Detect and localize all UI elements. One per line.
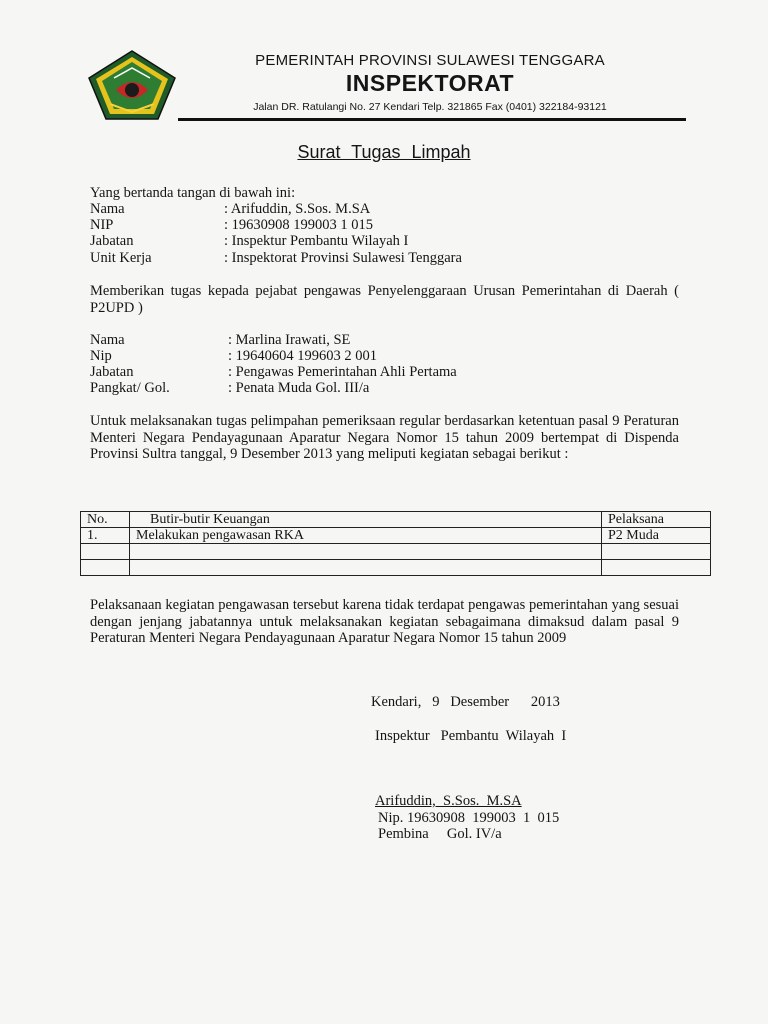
letterhead-government: PEMERINTAH PROVINSI SULAWESI TENGGARA <box>255 52 605 69</box>
provincial-emblem-icon <box>86 48 178 122</box>
signer-value-unit-kerja: : Inspektorat Provinsi Sulawesi Tenggara <box>224 250 462 266</box>
assignment-paragraph: Memberikan tugas kepada pejabat pengawas Penyelenggaraan Urusan Pemerintahan di Daerah ( P2UPD ) <box>90 283 679 316</box>
assignee-value-nip: : 19640604 199603 2 001 <box>228 348 378 364</box>
table-cell-item <box>130 560 602 576</box>
letterhead-address: Jalan DR. Ratulangi No. 27 Kendari Telp. 321865 Fax (0401) 322184-93121 <box>253 101 607 113</box>
signature-place-date: Kendari, 9 Desember 2013 <box>371 694 560 710</box>
table-header-executor: Pelaksana <box>602 512 711 528</box>
assignee-value-jabatan: : Pengawas Pemerintahan Ahli Pertama <box>228 364 457 380</box>
table-row <box>81 544 711 560</box>
table-header-item: Butir-butir Keuangan <box>130 512 602 528</box>
reason-paragraph: Pelaksanaan kegiatan pengawasan tersebut karena tidak terdapat pengawas pemerintahan yang sesuai dengan jenjang jabatannya untuk melaksanakan kegiatan sebagaimana dimaksud dalam pasal 9 Peraturan Menteri Negara Pendayagunaan Aparatur Negara Nomor 15 tahun 2009 <box>90 597 679 646</box>
table-row <box>81 528 711 544</box>
letterhead-agency: INSPEKTORAT <box>345 70 515 96</box>
signature-rank: Pembina Gol. IV/a <box>378 826 502 842</box>
table-cell-no: 1. <box>81 528 130 544</box>
assignee-label-nama: Nama <box>90 332 125 348</box>
signer-label-jabatan: Jabatan <box>90 233 134 249</box>
table-cell-item: Melakukan pengawasan RKA <box>130 528 602 544</box>
signer-label-unit-kerja: Unit Kerja <box>90 250 152 266</box>
signer-value-nama: : Arifuddin, S.Sos. M.SA <box>224 201 371 217</box>
assignee-label-nip: Nip <box>90 348 112 364</box>
letter-title: Surat Tugas Limpah <box>297 142 471 162</box>
table-header-no: No. <box>81 512 130 528</box>
task-table <box>80 511 711 576</box>
signer-label-nama: Nama <box>90 201 125 217</box>
assignee-value-nama: : Marlina Irawati, SE <box>228 332 351 348</box>
signer-value-nip: : 19630908 199003 1 015 <box>224 217 374 233</box>
table-cell-no <box>81 560 130 576</box>
table-cell-executor <box>602 560 711 576</box>
signer-label-nip: NIP <box>90 217 114 233</box>
purpose-paragraph: Untuk melaksanakan tugas pelimpahan pemeriksaan regular berdasarkan ketentuan pasal 9 Peraturan Menteri Negara Pendayagunaan Aparatur Negara Nomor 15 tahun 2009 bertempat di Dispenda Provinsi Sultra tanggal, 9 Desember 2013 yang meliputi kegiatan sebagai berikut : <box>90 413 679 462</box>
table-cell-item <box>130 544 602 560</box>
intro-text: Yang bertanda tangan di bawah ini: <box>90 185 296 201</box>
signer-value-jabatan: : Inspektur Pembantu Wilayah I <box>224 233 409 249</box>
signature-position: Inspektur Pembantu Wilayah I <box>375 728 567 744</box>
signature-name: Arifuddin, S.Sos. M.SA <box>375 793 522 809</box>
assignee-label-jabatan: Jabatan <box>90 364 134 380</box>
table-cell-no <box>81 544 130 560</box>
assignee-label-pangkat: Pangkat/ Gol. <box>90 380 170 396</box>
assignee-value-pangkat: : Penata Muda Gol. III/a <box>228 380 370 396</box>
table-cell-executor <box>602 544 711 560</box>
letterhead-divider <box>178 118 686 121</box>
table-row <box>81 560 711 576</box>
signature-nip: Nip. 19630908 199003 1 015 <box>378 810 560 826</box>
table-header-row <box>81 512 711 528</box>
table-cell-executor: P2 Muda <box>602 528 711 544</box>
